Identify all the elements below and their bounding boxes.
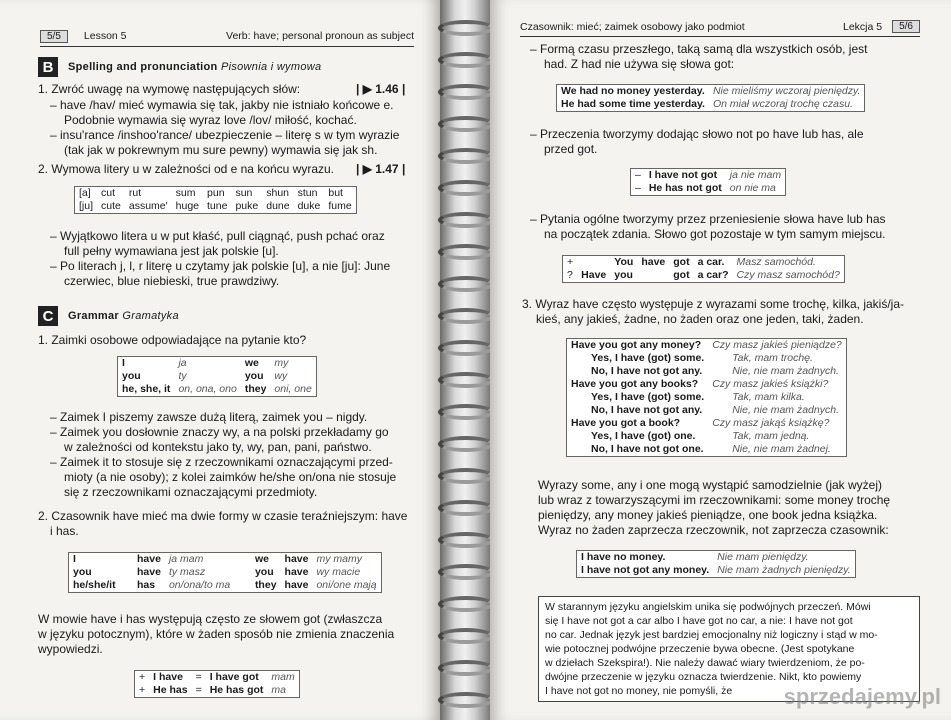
lesson-label: Lekcja 5 <box>842 20 883 33</box>
grammar-1-intro: 1. Zaimki osobowe odpowiadające na pytanie kto? <box>38 333 307 347</box>
spiral-ring <box>438 276 494 292</box>
table-row: you ty you wy <box>122 370 288 382</box>
spiral-ring <box>438 660 494 676</box>
audio-track-147[interactable]: | ▶ 1.47 | <box>356 162 406 176</box>
no-money-table <box>576 550 856 578</box>
list-item: – Zaimek you dosłownie znaczy wy, a na polski przekładamy go <box>50 425 389 439</box>
list-item: w zależności od kontekstu jako ty, wy, pan, pani, państwo. <box>64 440 372 454</box>
table-row: ? Have you got a car? Czy masz samochód? <box>567 269 840 281</box>
table-row: No, I have not got one. Nie, nie mam żadnej. <box>591 443 831 455</box>
section-title: Spelling and pronunciation <box>68 61 218 73</box>
header-rule <box>40 46 414 47</box>
table-row: he, she, it on, ona, ono they oni, one <box>122 383 312 395</box>
spiral-ring <box>438 404 494 420</box>
list-item: mioty (a nie osoby); z kolei zaimków he/she on/ona nie stosuje <box>64 470 397 484</box>
section-title-pl: Gramatyka <box>122 310 179 322</box>
right-page <box>490 0 951 720</box>
table-row: No, I have not got any. Nie, nie mam żadnych. <box>591 404 839 416</box>
pronoun-table <box>117 356 317 397</box>
list-item: – Wyjątkowo litera u w put kłaść, pull ciągnąć, push pchać oraz <box>50 229 385 243</box>
grammar-2-intro: 2. Czasownik have mieć ma dwie formy w czasie teraźniejszym: have i has. <box>38 509 408 538</box>
past-tense-table <box>556 84 865 112</box>
spiral-ring <box>438 532 494 548</box>
spiral-ring <box>438 52 494 68</box>
page-number: 5/5 <box>40 30 68 43</box>
left-page-header <box>40 30 414 43</box>
table-row: I ja we my <box>122 357 289 369</box>
list-item: full pełny wymawiana jest jak polskie [u]. <box>64 244 279 258</box>
lesson-label: Lesson 5 <box>83 30 127 42</box>
table-row: + You have got a car. Masz samochód. <box>567 256 816 268</box>
left-page <box>0 0 440 720</box>
table-row: Yes, I have (got) some. Tak, mam kilka. <box>591 391 805 403</box>
have-got-table <box>134 670 300 698</box>
table-row: Have you got a book? Czy masz jakąś książkę? <box>571 417 830 429</box>
spiral-ring <box>438 596 494 612</box>
header-topic: Verb: have; personal pronoun as subject <box>226 30 414 42</box>
double-negation-note: W starannym języku angielskim unika się podwójnych przeczeń. Mówi się I have not got a car albo I have got no car, a nie: I have not got no car. Jednak język jest bardziej emocjonalny niż logiczny i stąd w mo- wie potocznej podwójne przeczenie bywa obecne. (Jest spotykane w dziełach Szekspira!). Nie należy dawać wiary twierdzeniom, że po- dwójne przeczenie w języku oznacza twierdzenie. Nikt, kto powiemy I have not got no money, nie pomyśli, że <box>538 596 920 702</box>
exercise-3-notes <box>50 229 420 289</box>
have-conjugation-table <box>68 552 382 593</box>
table-row: No, I have not got any. Nie, nie mam żadnych. <box>591 365 839 377</box>
spiral-ring <box>438 148 494 164</box>
table-row: We had no money yesterday. Nie mieliśmy wczoraj pieniędzy. <box>561 85 861 97</box>
header-topic: Czasownik: mieć; zaimek osobowy jako podmiot <box>520 20 745 33</box>
spiral-ring <box>438 20 494 36</box>
list-item: – insu'rance /inshoo'rance/ ubezpieczenie – literę s w tym wyrazie <box>50 128 400 142</box>
spiral-ring <box>438 116 494 132</box>
spiral-ring <box>438 564 494 580</box>
list-item: Podobnie wymawia się wyraz love /lov/ miłość, kochać. <box>64 113 357 127</box>
vowel-table <box>74 186 357 214</box>
standalone-note: Wyrazy some, any i one mogą wystąpić samodzielnie (jak wyżej) lub wraz z towarzyszącymi im rzeczownikami: some money trochę pieniędzy, any money jakieś pieniądze, one book jedna książka. Wyraz no żaden zaprzecza rzeczownik, not zaprzecza czasownik: <box>538 478 891 537</box>
list-item: czerwiec, blue niebieski, true prawdziwy. <box>64 274 280 288</box>
spiral-ring <box>438 372 494 388</box>
table-row: I have ja mam we have my mamy <box>73 553 362 565</box>
table-row: – I have not got ja nie mam <box>635 169 782 181</box>
pronoun-notes <box>50 410 422 500</box>
table-row: [a] cut rut sum pun sun shun stun but <box>79 187 343 199</box>
list-item: (tak jak w pokrewnym mu sure pewny) wymawia się jak sh. <box>64 143 378 157</box>
section-letter: B <box>38 57 58 77</box>
question-note: – Pytania ogólne tworzymy przez przeniesienie słowa have lub has na początek zdania. Słowo got pozostaje w tym samym miejscu. <box>530 212 886 241</box>
spiral-ring <box>438 180 494 196</box>
list-item: – have /hav/ mieć wymawia się tak, jakby nie istniało końcowe e. <box>50 98 394 112</box>
section-title: Grammar <box>68 310 120 322</box>
negation-note: – Przeczenia tworzymy dodając słowo not po have lub has, ale przed got. <box>530 127 864 156</box>
spiral-ring <box>438 500 494 516</box>
exercise-2-intro: 2. Wymowa litery u w zależności od e na końcu wyrazu. <box>38 162 335 176</box>
list-item: – Zaimek I piszemy zawsze dużą literą, zaimek you – nigdy. <box>50 410 368 424</box>
list-item: – Po literach j, l, r literę u czytamy jak polskie [u], a nie [ju]: June <box>50 259 391 273</box>
table-row: Have you got any money? Czy masz jakieś pieniądze? <box>571 339 842 351</box>
some-any-table <box>566 338 847 457</box>
exercise-1-intro: 1. Zwróć uwagę na wymowę następujących słów: <box>38 82 301 96</box>
spiral-binding <box>440 0 490 720</box>
header-rule <box>520 36 920 37</box>
spiral-ring <box>438 84 494 100</box>
spiral-ring <box>438 244 494 260</box>
table-row: Have you got any books? Czy masz jakieś książki? <box>571 378 829 390</box>
page-number: 5/6 <box>892 20 920 33</box>
table-row: I have no money. Nie mam pieniędzy. <box>581 551 809 563</box>
list-item: się z rzeczownikami oznaczającymi przedmioty. <box>64 485 318 499</box>
past-tense-note: – Formą czasu przeszłego, taką samą dla wszystkich osób, jest had. Z had nie używa się słowa got: <box>530 42 868 71</box>
exercise-1-list <box>50 98 420 158</box>
table-row: + I have = I have got mam <box>139 671 295 683</box>
some-any-note: 3. Wyraz have często występuje z wyrazami some trochę, kilka, jakiś/ja- kieś, any jakieś, żadne, no żaden oraz one jeden, taki, żaden. <box>522 297 905 326</box>
table-row: – He has not got on nie ma <box>635 182 776 194</box>
audio-track-146[interactable]: | ▶ 1.46 | <box>356 82 406 96</box>
table-row: He had some time yesterday. On miał wczoraj trochę czasu. <box>561 98 854 110</box>
spiral-ring <box>438 340 494 356</box>
section-title-pl: Pisownia i wymowa <box>220 61 322 73</box>
section-letter: C <box>38 306 58 326</box>
spiral-ring <box>438 308 494 324</box>
question-table <box>562 255 845 283</box>
right-page-header <box>520 20 920 33</box>
table-row: + He has = He has got ma <box>139 684 286 696</box>
table-row: you have ty masz you have wy macie <box>73 566 361 578</box>
got-usage-note: W mowie have i has występują często ze słowem got (zwłaszcza w języku potocznym), które w żaden sposób nie zmienia znaczenia wypowiedzi. <box>38 612 395 656</box>
table-row: [ju] cute assume' huge tune puke dune duke fume <box>79 200 352 212</box>
section-b-heading <box>38 57 321 77</box>
table-row: Yes, I have (got) one. Tak, mam jedną. <box>591 430 810 442</box>
spiral-ring <box>438 692 494 708</box>
spiral-ring <box>438 628 494 644</box>
table-row: I have not got any money. Nie mam żadnych pieniędzy. <box>581 564 851 576</box>
table-row: he/she/it has on/ona/to ma they have oni/one mają <box>73 579 377 591</box>
watermark: sprzedajemy.pl <box>783 684 941 709</box>
list-item: – Zaimek it to stosuje się z rzeczownikami oznaczającymi przed- <box>50 455 393 469</box>
negation-table <box>630 168 786 196</box>
spiral-ring <box>438 212 494 228</box>
section-c-heading <box>38 306 179 326</box>
spiral-ring <box>438 468 494 484</box>
spiral-ring <box>438 436 494 452</box>
table-row: Yes, I have (got) some. Tak, mam trochę. <box>591 352 813 364</box>
